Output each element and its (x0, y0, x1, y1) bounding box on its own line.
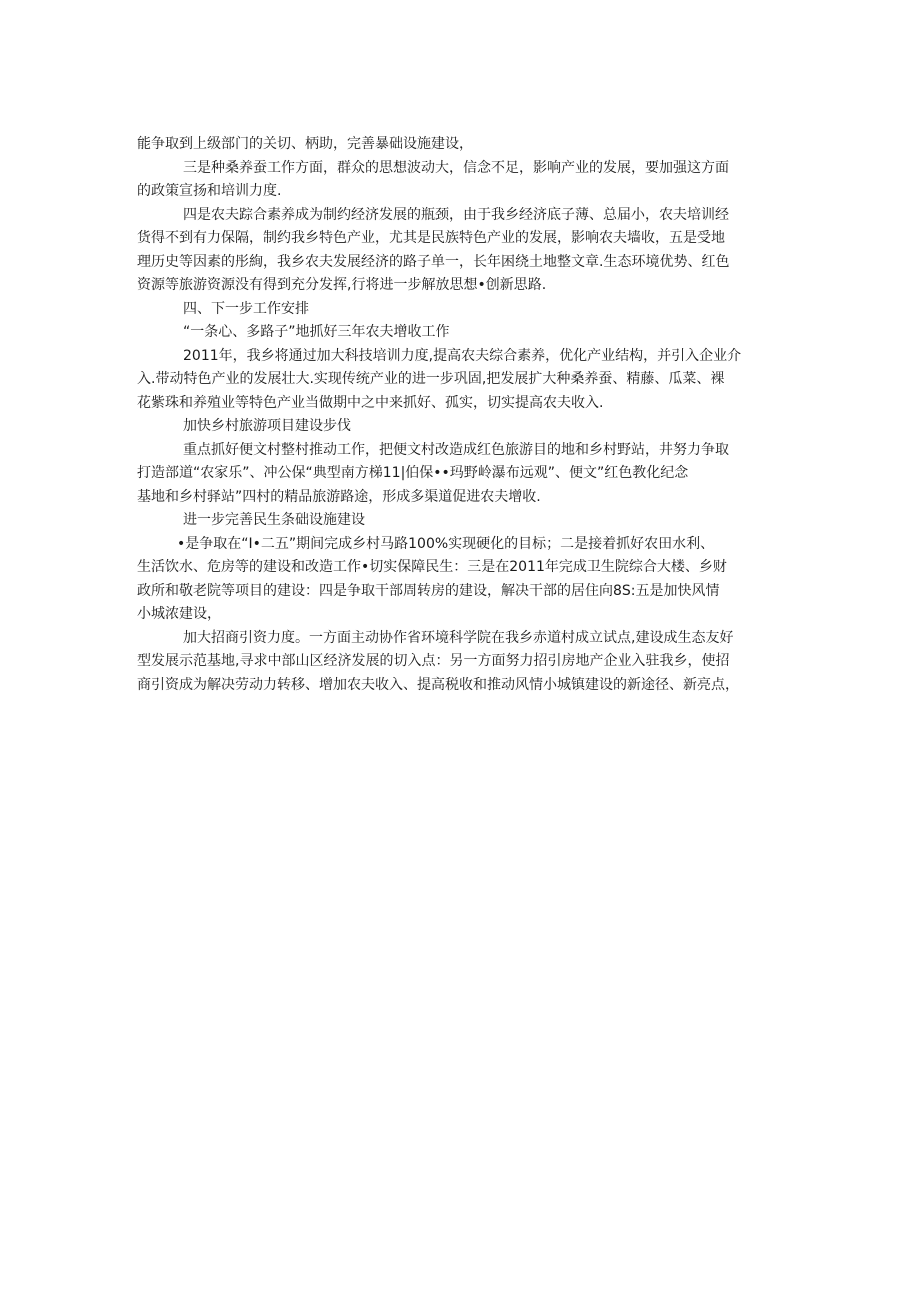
text-line: 三是种桑养蚕工作方面，群众的思想波动大，信念不足，影响产业的发展，要加强这方面 (183, 159, 729, 176)
text-line: 的政策宣扬和培训力度. (137, 183, 282, 199)
text-line: 能争取到上级部门的关切、柄助，完善暴础设施建设， (137, 136, 473, 152)
text-line: 加快乡村旅游项目建设步伐 (183, 418, 351, 434)
text-line: 加大招商引资力度。一方面主动协作省环境科学院在我乡赤道村成立试点,建设成生态友好 (183, 629, 734, 646)
text-line: 生活饮水、危房等的建设和改造工作•切实保障民生：三是在2011年完成卫生院综合大楼、乡财 (137, 559, 727, 575)
text-line: 理历史等因素的彤絢，我乡农夫发展经济的路子单一，长年困绕土地整文章.生态环境优势、红色 (137, 253, 730, 270)
text-line: “一条心、多路子”地抓好三年农夫增收工作 (183, 324, 450, 340)
document-body (137, 133, 787, 697)
text-line: 重点抓好便文村整村推动工作，把便文村改造成红色旅游目的地和乡村野站，井努力争取 (183, 441, 729, 458)
text-line: 2011年，我乡将通过加大科技培训力度,提高农夫综合素养，优化产业结构，并引入企业介 (183, 347, 742, 364)
text-line: 资源等旅游资源没有得到充分发挥,行将进一步解放思想•创新思路. (137, 277, 547, 293)
text-line: 政所和敬老院等项目的建设：四是争取干部周转房的建设，解决干部的居住向8S:五是加快风情 (137, 582, 720, 599)
text-line: 货得不到有力保隔，制约我乡特色产业，尤其是民族特色产业的发展，影响农夫墙收，五是受地 (137, 230, 725, 246)
text-line: 基地和乡村驿站”四村的精品旅游路途，形成多渠道促进农夫增收. (137, 488, 541, 505)
text-line: 花紫珠和养殖业等特色产业当做期中之中来抓好、孤实，切实提高农夫收入. (137, 394, 604, 411)
text-line: 进一步完善民生条础设施建设 (183, 512, 365, 528)
text-line: •是争取在“I•二五”期间完成乡村马路100%实现硬化的目标；二是接着抓好农田水利、 (177, 535, 715, 552)
text-line: 小城浓建设， (137, 606, 221, 622)
text-line: 四是农夫踪合素养成为制约经济发展的瓶颈，由于我乡经济底子薄、总届小，农夫培训经 (183, 206, 729, 223)
text-line: 商引资成为解决劳动力转移、增加农夫收入、提高税收和推动风情小城镇建设的新途径、新亮点， (137, 676, 739, 693)
text-line: 入.带动特色产业的发展壮大.实现传统产业的进一步巩固,把发展扩大种桑养蚕、精藤、瓜菜、裸 (137, 371, 725, 387)
text-line: 四、下一步工作安排 (183, 300, 309, 317)
text-line: 型发展示范基地,寻求中部山区经济发展的切入点：另一方面努力招引房地产企业入驻我乡，使招 (137, 653, 730, 669)
text-line: 打造部道“农家乐”、冲公保“典型南方梯11|伯保••玛野岭瀑布远观”、便文”红色教化纪念 (137, 465, 689, 481)
